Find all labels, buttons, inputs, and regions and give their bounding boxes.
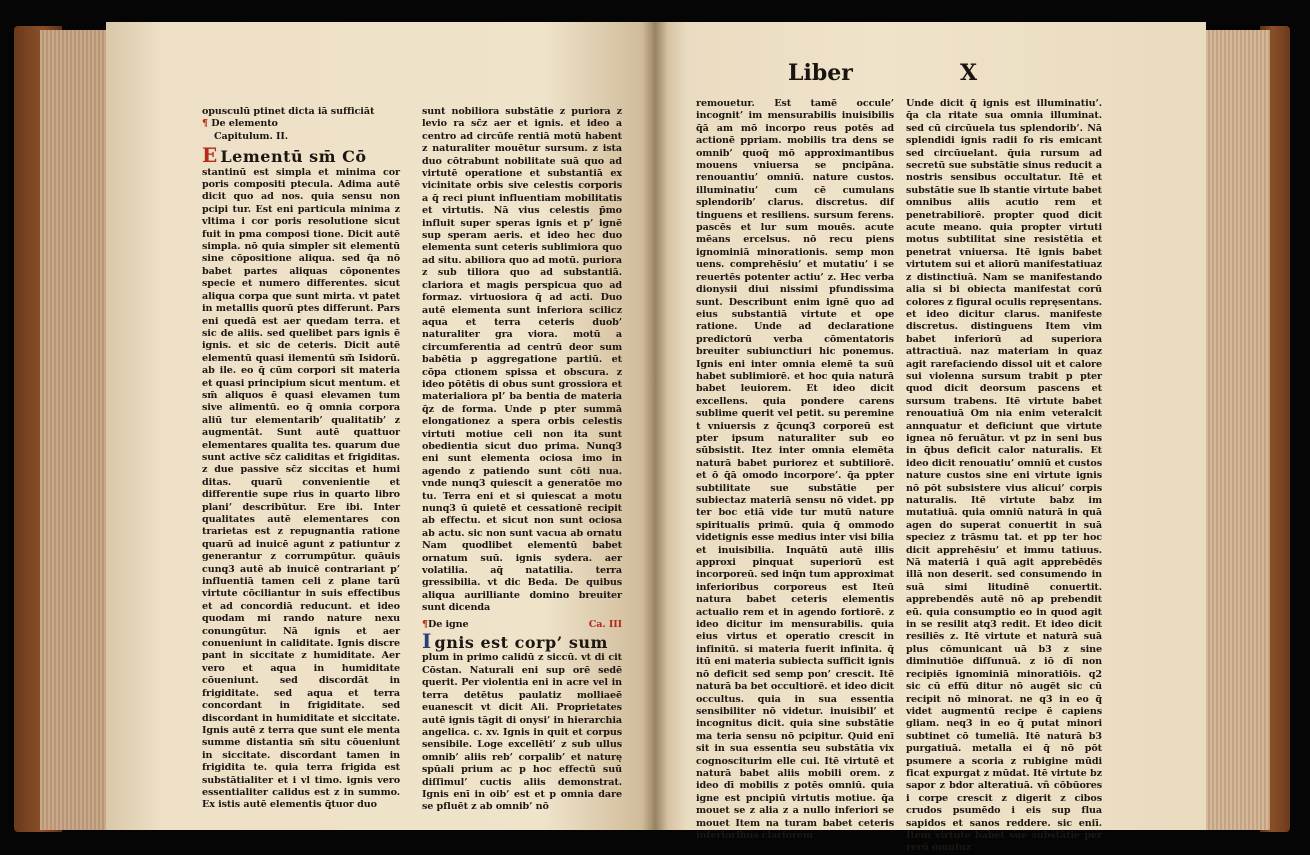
chapter-heading: ¶ De elemento	[202, 118, 278, 130]
col2-body-bottom: plum in primo calidū z siccū. vt di cit Cōstan. Naturali eni sup orē sedē querit. Per violentia eni in acre vel in terra detētus paulatiz molliaeē euanescit vt dicit Ali. Proprietates autē ignis tāgit di onysi’ in hierarchia angelica. c. xv. Ignis in quit et corpus sensibile. Loge excellēti’ z sub ullus omnib’ aliis reb’ corpalib’ et naturę spūali prium ac p hoc effectū suū diſſimul’ cuctis aliis demonstrat. Ignis enī in oib’ est et p omnia dare se pfluēt z ab omnib’ nō	[422, 652, 622, 813]
right-col1-body: remouetur. Est tamē occule’ incognit’ im mensurabilis inuisibilis q̄ā am mō incorpo reus potēs ad actionē ppriam. mobilis tra dens se omnib’ quoq̄ mō approximantibus mouens vniuersa se pncipāna. renouantiu’ omniū. nature custos. illuminatiu’ cum cē cumulans splendorib’ clarus. discretus. dif tinguens et resiliens. sursum ferens. pascēs et lur sum mouēs. acute mēans ercelsus. nō recu piens ignominiā minorationis. semp mon uens. comprehēsiu’ et mutatiu’ i se reuertēs potenter actiu’ z. Hec verba dionysii diui nissimi pfundissima sunt. Describunt enim ignē quo ad eius substantiā virtute et ope ratione. Unde ad declaratione predictorū verba cōmentatoris breuiter subiunctiuri hic ponemus. Ignis eni inter omnia elemē ta suū habet sublimiorē. et hoc quia naturā babet leuiorem. Et ideo dicit excellens. quia pondere carens sublime querit vel petit. su peremine t vniuersis z q̄cunq3 corporeū est pter ipsum naturaliter sub eo sūbsistit. Itez inter omnia elemēta naturā babet puriorez et subtiliorē. et ō q̄ā omodo incorpore’. q̄a ppter subtilitate sue substātie per subiectaz materiā sensu nō videt. pp ter boc etiā vide tur mutū nature spiritualis primū. quia q̄ ommodo videtignis esse medius inter visi bilia et inuisibilia. Inquātū autē illis approxi pinquat superiorū est incorporeū. sed inq̄n tum approximat inferioribus corporeus est Iteū natura babet ceteris elementis actualio rem et in agendo fortiorē. z ideo dicitur im mensurabilis. quia eius virtus et operatio crescit in infinitū. si materia fuerit infinita. q̄ itū eni materia subiecta sufficit ignis nō deficit sed semp pon’ crescit. Itē naturā ba bet occultiorē. et ideo dicit occultus. quia in sua essentia sensibiliter nō videtur. inuisibil’ et incognitus dicit. quia sine substātie ma teria sensu nō pcipitur. Quid enī sit in sua essentia seu substātia vix cognosciturim elle cui. Itē virtutē et naturā babet aliis mobili orem. z ideo dī mobilis z potēs omniū. quia igne est pncipiū virtutis motiue. q̄a mouet se z alia z a nullo inferiori se mouet Item na turam babet ceteris inferioribus clariorem	[696, 98, 894, 841]
right-col-2	[906, 98, 1102, 854]
chapter-subheading: Capitulum. II.	[214, 130, 288, 142]
chapter-title-line: E Lementū sm̄ Cō	[202, 143, 367, 168]
opening-line: opusculū ptinet dicta iā sufficiāt	[202, 106, 375, 117]
col1-body: stantinū est simpla et minima cor poris compositi ptecula. Adima autē dicit quo ad nos. quia sensu non pcipi tur. Est eni particula minima z vltima i cor poris resolutione sicut fuit in pma composi tione. Dicit autē simpla. nō quia simpler sit elementū sine cōpositione aliqua. sed q̄a nō babet partes aliquas cōponentes specie et numero differentes. sicut aliqua corpa que sunt mirta. vt patet in metallis quorū ptes differunt. Pars eni quedā est aer quedam terra. et sic de aliis. sed quelibet pars ignis ē ignis. et sic de ceteris. Dicit autē elementū quasi ilementū sm̄ Isidorū. ab ile. eo q̄ cūm corpori sit materia et quasi principium sicut mentum. et sm̄ aliquos ē quasi elevamen tum sive alimentū. eo q̄ omnia corpora aliū tur elementarib’ qualitatib’ z augmentāt. Sunt autē quattuor elementares qualita tes. quarum due sunt active sc̄z caliditas et frigiditas. z due passive sc̄z siccitas et humi ditas. quarū convenientie et differentie supe rius in quarto libro plani’ describūtur. Ere ibi. Inter qualitates autē elementares con trarietas est z repugnantia ratione quarū ad inuicē agunt z patiuntur z generantur z corrumpūtur. quāuis cunq3 autē ab inuicē contrariant p’ influentiā tamen celi z plane tarū virtute cōciliantur in suis effectibus et ad concordiā reducunt. et ideo quodam mi rando nature nexu conungūtur. Nā ignis et aer conueniunt in caliditate. Ignis discre pant in siccitate z humiditate. Aer vero et aqua in humiditate cōueniunt. sed discordāt in frigiditate. sed aqua et terra concordant in frigiditate. sed discordant in humiditate et siccitate. Ignis autē z terra que sunt ele menta summe distantia sm̄ situ cōueniunt in siccitate. discordant tamen in frigidita te. quia terra frigida est substātialiter et i vl timo. ignis vero essentialiter calidus est z in summo. Ex istis autē elementis q̄tuor duo	[202, 166, 400, 811]
running-header-liber: Liber	[788, 60, 853, 86]
right-col-1	[696, 98, 894, 841]
book-gutter	[642, 22, 668, 830]
col2-body-top: sunt nobiliora substātie z puriora z levio ra sc̄z aer et ignis. et ideo a centro ad circūfe rentiā motū habent z naturaliter mouētur sursum. z ista duo cōtrabunt nobilitate suā quo ad virtutē operatione et substantiā ex vicinitate orbis sive celestis corporis a q̄ reci piunt influentiam mobilitatis et virtutis. Nā vius celestis p̄mo influit super speras ignis et p’ ignē sup speram aeris. et ideo hec duo elementa sunt ceteris sublimiora quo ad situ. abiliora quo ad motū. puriora z sub tiliora quo ad substantiā. clariora et magis perspicua quo ad formaz. virtuosiora q̄ ad acti. Duo autē elementa sunt inferiora scilicz aqua et terra ceteris duob’ naturaliter gra viora. motū a circumferentia ad centrū deor sum babētia p aggregatione partiū. et cōpa ctionem spissa et obscura. z ideo pōtētis di obus sunt grossiora et materialiora pl’ ba bentia de materia q̄z de forma. Unde p pter summā elongationez a spera orbis celestis virtuti motiue celi non ita sunt obedientia sicut duo prima. Nunq3 eni sunt elementa ociosa imo in agendo z patiendo sunt cōti nua. vnde nunq3 quiescit a generatōe mo tu. Terra eni et si quiescat a motu nunq3 ū quietē et cessationē recipit ab effectu. et sicut non sunt ociosa ab actu. sic non sunt vacua ab ornatu Nam quodlibet elementū babet ornatum suū. ignis sydera. aer volatilia. aq̄ natatilia. terra gressibilia. vt dic Beda. De quibus aliqua aurilliante domino breuiter sunt dicenda	[422, 106, 622, 614]
right-page-edges	[1206, 30, 1270, 830]
right-page	[654, 22, 1206, 854]
left-page	[106, 22, 654, 830]
right-col2-body: Unde dicit q̄ ignis est illuminatiu’. q̄a cla ritate sua omnia illuminat. sed cū circūuela tus splendorib’. Nā splendidi ignis radii fo ris emicant sed circūuelant. q̄uia rursum ad secretū sue substātie sinus reducit a nostris sensibus occultatur. Itē et substātie sue lb stantie virtute babet omnibus aliis acutio rem et penetrabiliorē. propter quod dicit acute meano. quia propter virtuti motus subtilitat sine resistētia et penetrat vniuersa. Itē ignis babet virtutem sui et aliorū manifestatiuaz z distinctiuā. Nam se manifestando alia si bi obiecta manifestat corū colores z figural oculis repręsentans. et ideo dicitur clarus. manifeste discretus. distinguens Item vim babet inferiorū ad superiora attractiuā. naz materiam in quaz agit rarefaciendo dissol uit et calore sui violenna sursum trabit p pter quod dicit deorsum pascens et sursum trabens. Itē virtute babet renouatiuā Om nia enim veteralcit annquatur et deficiunt que virtute ignea nō feruātur. vt pz in seni bus in q̄bus deficit calor naturalis. Et ideo dicit renouatiu’ omniū et custos nature custos sine eni virtute ignis nō pōt subsistere vius alicui’ corpis naturalis. Itē virtute babz im mutatiuā. quia omniū naturā in quā agen do superat conuertit in suā speciez z trāsmu tat. et pp ter hoc dicit apprehēsiu’ et immu tatiuus. Nā materiā i quā agit apprebēdēs illā non deserit. sed consumendo in suā simi litudinē conuertit. apprebendēs autē nō ap prebendit eū. quia consumptio eo in quod agit in se resilit atq3 redit. Et ideo dicit resiliēs z. Itē virtute et naturā suā plus cōmunicant uā b3 z sine diminutiōe diſſunuā. z iō dī non recipiēs ignominiā minoratiōis. q2 sic cū effū ditur nō augēt sic cū recipit nō minorat. ne q3 in eo q̄ videt augmentū recipe ē capiens gliam. neq3 in eo q̄ putat minori subtinet cō tumeliā. Itē naturā b3 purgatiuā. metalla ei q̄ nō pōt psumere a scoria z rubigine mūdi ficat expurgat z mūdat. Itē virtute bz sapor z bdor alteratiuā. vñ cōbūores i corpe crescit z digerit z cibos crudos psumēdo i eis sup flua sapidos et sanos reddere. sic eniī. Item virtute babet sue substātie per rerū omniuz	[906, 98, 1102, 854]
open-book	[14, 18, 1290, 854]
initial-E-icon: E	[202, 143, 218, 168]
initial-I-icon: I	[422, 629, 432, 654]
left-col-2	[422, 106, 622, 813]
left-page-edges	[40, 30, 110, 830]
igne-title-line: I gnis est corp’ sum	[422, 629, 608, 654]
left-col-1	[202, 106, 400, 811]
running-header-book-number: X	[960, 60, 978, 86]
igne-heading: ¶De igne Ca. III	[422, 618, 622, 630]
